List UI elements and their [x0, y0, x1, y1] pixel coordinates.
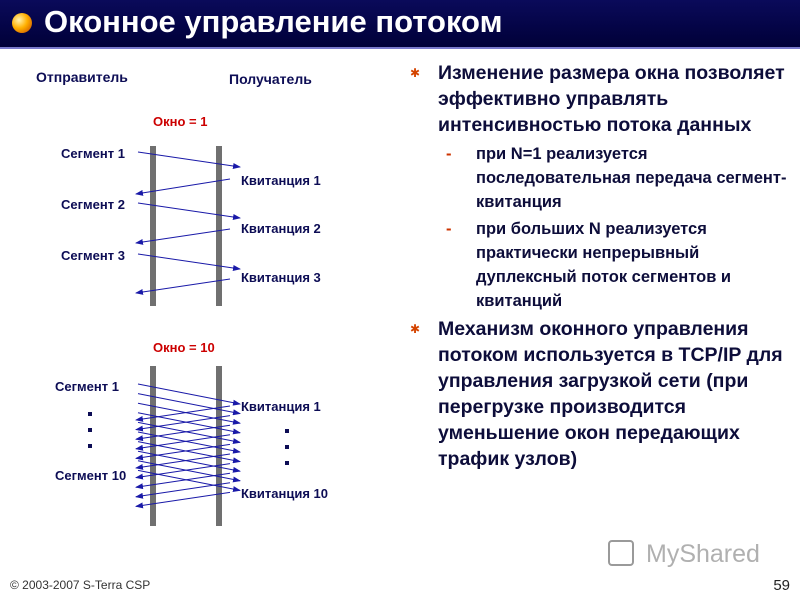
- watermark-text: MyShared: [646, 540, 760, 568]
- sender-label: Отправитель: [36, 69, 128, 85]
- footer-copyright: © 2003-2007 S-Terra CSP: [10, 578, 151, 592]
- dash-marker-icon: -: [446, 220, 452, 238]
- bullet-orb-icon: [12, 13, 32, 33]
- bullet-text: Механизм оконного управления потоком используется в TCP/IP для управления загрузкой сети (при перегрузке производится уменьшение окон передающих трафик узлов): [438, 318, 783, 470]
- window10-segment-last: Сегмент 10: [55, 468, 127, 483]
- bullet-item: [408, 60, 798, 138]
- sub-bullet-text: при N=1 реализуется последовательная передача сегмент-квитанция: [476, 145, 787, 211]
- window1-sender-bar: [150, 146, 156, 306]
- window1-segment-3: Сегмент 3: [61, 248, 125, 263]
- sub-bullet-item: [408, 217, 798, 313]
- ellipsis-dots-sender: [88, 412, 92, 448]
- sub-bullet-text: при больших N реализуется практически непрерывный дуплексный поток сегментов и квитанций: [476, 220, 732, 310]
- bullet-list: [408, 60, 798, 476]
- title-bar: [0, 0, 800, 49]
- window10-segment-first: Сегмент 1: [55, 379, 119, 394]
- bullet-marker-icon: ✱: [410, 66, 421, 80]
- dash-marker-icon: -: [446, 145, 452, 163]
- receiver-label: Получатель: [229, 71, 312, 87]
- bullet-item: [408, 316, 798, 472]
- window1-segment-2: Сегмент 2: [61, 197, 125, 212]
- sub-bullet-item: [408, 142, 798, 214]
- window10-label: Окно = 10: [153, 340, 215, 355]
- window10-ack-first: Квитанция 1: [241, 399, 321, 414]
- window1-ack-2: Квитанция 2: [241, 221, 321, 236]
- window1-segment-1: Сегмент 1: [61, 146, 125, 161]
- slide-title: Оконное управление потоком: [44, 4, 503, 39]
- flow-control-diagram: [0, 50, 400, 550]
- page-number: 59: [773, 577, 790, 594]
- window1-label: Окно = 1: [153, 114, 208, 129]
- bullet-text: Изменение размера окна позволяет эффективно управлять интенсивностью потока данных: [438, 62, 785, 136]
- window1-receiver-bar: [216, 146, 222, 306]
- window1-ack-1: Квитанция 1: [241, 173, 321, 188]
- window1-ack-3: Квитанция 3: [241, 270, 321, 285]
- bullet-marker-icon: ✱: [410, 322, 421, 336]
- ellipsis-dots-receiver: [285, 429, 289, 465]
- watermark: [608, 538, 768, 572]
- window10-ack-last: Квитанция 10: [241, 486, 329, 501]
- presentation-icon: [608, 540, 634, 566]
